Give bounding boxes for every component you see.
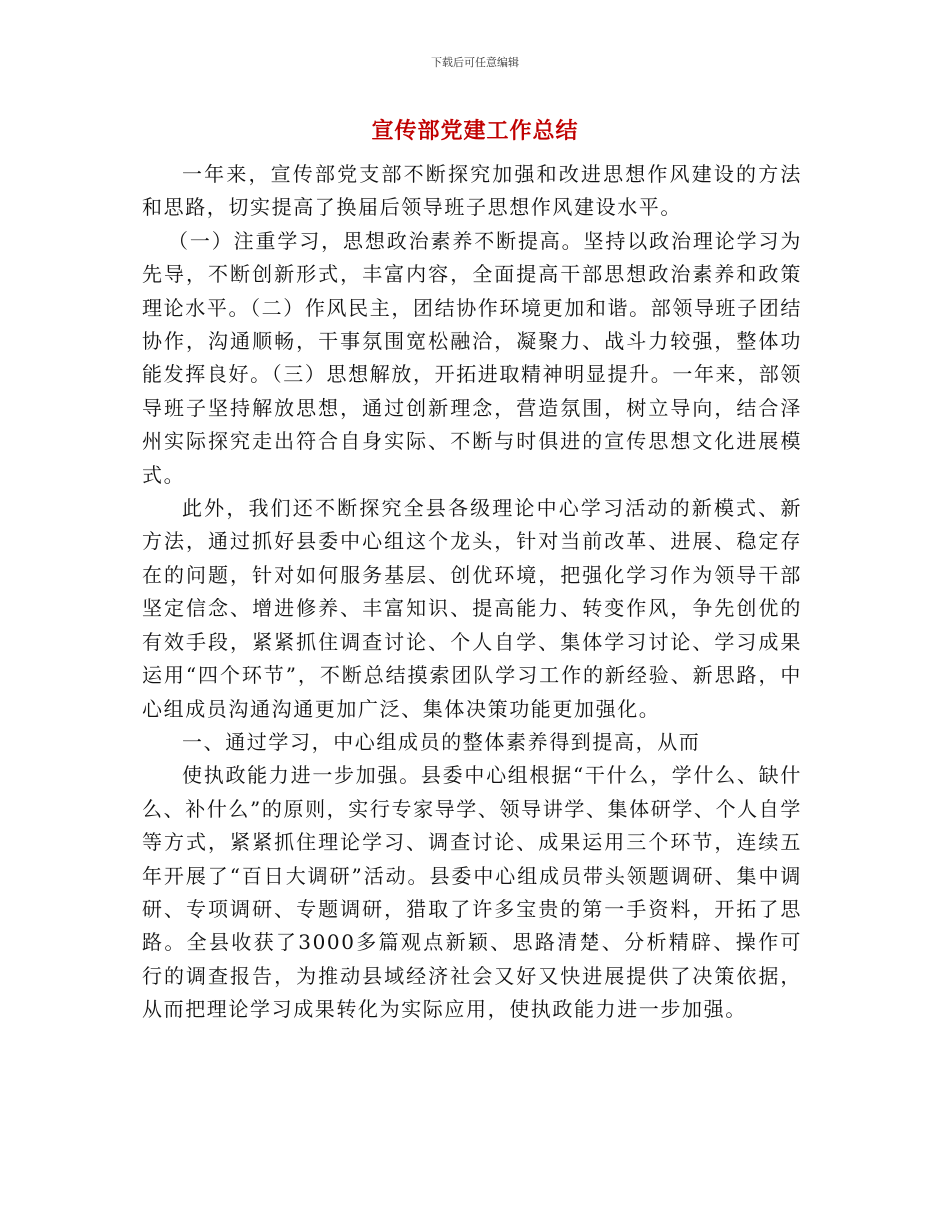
paragraph-points: （一）注重学习，思想政治素养不断提高。坚持以政治理论学习为先导，不断创新形式，丰富内容，全面提高干部思想政治素养和政策理论水平。（二）作风民主，团结协作环境更加和谐。部领导班子团结协作，沟通顺畅，干事氛围宽松融洽，凝聚力、战斗力较强，整体功能发挥良好。（三）思想解放，开拓进取精神明显提升。一年来，部领导班子坚持解放思想，通过创新理念，营造氛围，树立导向，结合泽州实际探究走出符合自身实际、不断与时俱进的宣传思想文化进展模式。: [142, 228, 802, 487]
document-title: 宣传部党建工作总结: [371, 119, 579, 144]
header-note: 下载后可任意编辑: [431, 56, 519, 69]
document-body: [142, 158, 802, 1027]
paragraph-section-1: 使执政能力进一步加强。县委中心组根据“干什么，学什么、缺什么、补什么”的原则，实行专家导学、领导讲学、集体研学、个人自学等方式，紧紧抓住理论学习、调查讨论、成果运用三个环节，连续五年开展了“百日大调研”活动。县委中心组成员带头领题调研、集中调研、专项调研、专题调研，猎取了许多宝贵的第一手资料，开拓了思路。全县收获了3000多篇观点新颖、思路清楚、分析精辟、操作可行的调查报告，为推动县域经济社会又好又快进展提供了决策依据，从而把理论学习成果转化为实际应用，使执政能力进一步加强。: [142, 763, 802, 1022]
paragraph-intro: 一年来，宣传部党支部不断探究加强和改进思想作风建设的方法和思路，切实提高了换届后领导班子思想作风建设水平。: [142, 162, 802, 220]
section-heading-1: 一、通过学习，中心组成员的整体素养得到提高，从而: [182, 729, 701, 754]
paragraph-additional: 此外，我们还不断探究全县各级理论中心学习活动的新模式、新方法，通过抓好县委中心组这个龙头，针对当前改革、进展、稳定存在的问题，针对如何服务基层、创优环境，把强化学习作为领导干部坚定信念、增进修养、丰富知识、提高能力、转变作风，争先创优的有效手段，紧紧抓住调查讨论、个人自学、集体学习讨论、学习成果运用“四个环节”，不断总结摸索团队学习工作的新经验、新思路，中心组成员沟通沟通更加广泛、集体决策功能更加强化。: [142, 496, 802, 721]
